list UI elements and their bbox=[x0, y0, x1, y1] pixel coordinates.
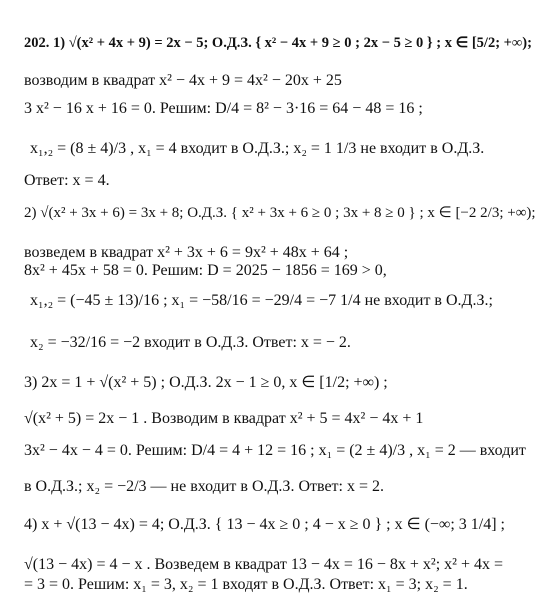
answer-line: = 3 = 0. Решим: x₁ = 3, x₂ = 1 входят в О.Д.З. Ответ: x₁ = 3; x₂ = 1. bbox=[24, 576, 468, 593]
part-3-statement: 3) 2x = 1 + √(x² + 5) ; О.Д.З. 2x − 1 ≥ 0, x ∈ [1/2; +∞) ; bbox=[24, 374, 388, 391]
text-line: в О.Д.З.; x₂ = −2/3 — не входит в О.Д.З. Ответ: x = 2. bbox=[24, 478, 385, 495]
text-line: 3x² − 4x − 4 = 0. Решим: D/4 = 4 + 12 = 16 ; x₁ = (2 ± 4)/3 , x₁ = 2 — входит bbox=[24, 442, 526, 459]
text-line: x₁,₂ = (8 ± 4)/3 , x₁ = 4 входит в О.Д.З.; x₂ = 1 1/3 не входит в О.Д.З. bbox=[30, 140, 485, 157]
text-line: x₁,₂ = (−45 ± 13)/16 ; x₁ = −58/16 = −29/4 = −7 1/4 не входит в О.Д.З.; bbox=[30, 292, 493, 309]
text-line: возведем в квадрат x² + 3x + 6 = 9x² + 48x + 64 ; bbox=[24, 244, 349, 261]
text-line: √(13 − 4x) = 4 − x . Возведем в квадрат 13 − 4x = 16 − 8x + x²; x² + 4x = bbox=[24, 556, 503, 573]
text-line: 8x² + 45x + 58 = 0. Решим: D = 2025 − 1856 = 169 > 0, bbox=[24, 262, 387, 279]
problem-202-part-1-statement: 202. 1) √(x² + 4x + 9) = 2x − 5; О.Д.З. { x² − 4x + 9 ≥ 0 ; 2x − 5 ≥ 0 } ; x ∈ [5/2; +∞); bbox=[24, 35, 532, 51]
part-4-statement: 4) x + √(13 − 4x) = 4; О.Д.З. { 13 − 4x ≥ 0 ; 4 − x ≥ 0 } ; x ∈ (−∞; 3 1/4] ; bbox=[24, 516, 505, 533]
text-line: x₂ = −32/16 = −2 входит в О.Д.З. Ответ: x = − 2. bbox=[30, 334, 351, 351]
text-line: 3 x² − 16 x + 16 = 0. Решим: D/4 = 8² − 3·16 = 64 − 48 = 16 ; bbox=[24, 100, 423, 117]
part-2-statement: 2) √(x² + 3x + 6) = 3x + 8; О.Д.З. { x² + 3x + 6 ≥ 0 ; 3x + 8 ≥ 0 } ; x ∈ [−2 2/3; +∞); bbox=[24, 205, 536, 221]
text-line: возводим в квадрат x² − 4x + 9 = 4x² − 20x + 25 bbox=[24, 72, 342, 89]
text-line: √(x² + 5) = 2x − 1 . Возводим в квадрат x² + 5 = 4x² − 4x + 1 bbox=[24, 410, 424, 427]
answer-line: Ответ: x = 4. bbox=[24, 172, 110, 189]
